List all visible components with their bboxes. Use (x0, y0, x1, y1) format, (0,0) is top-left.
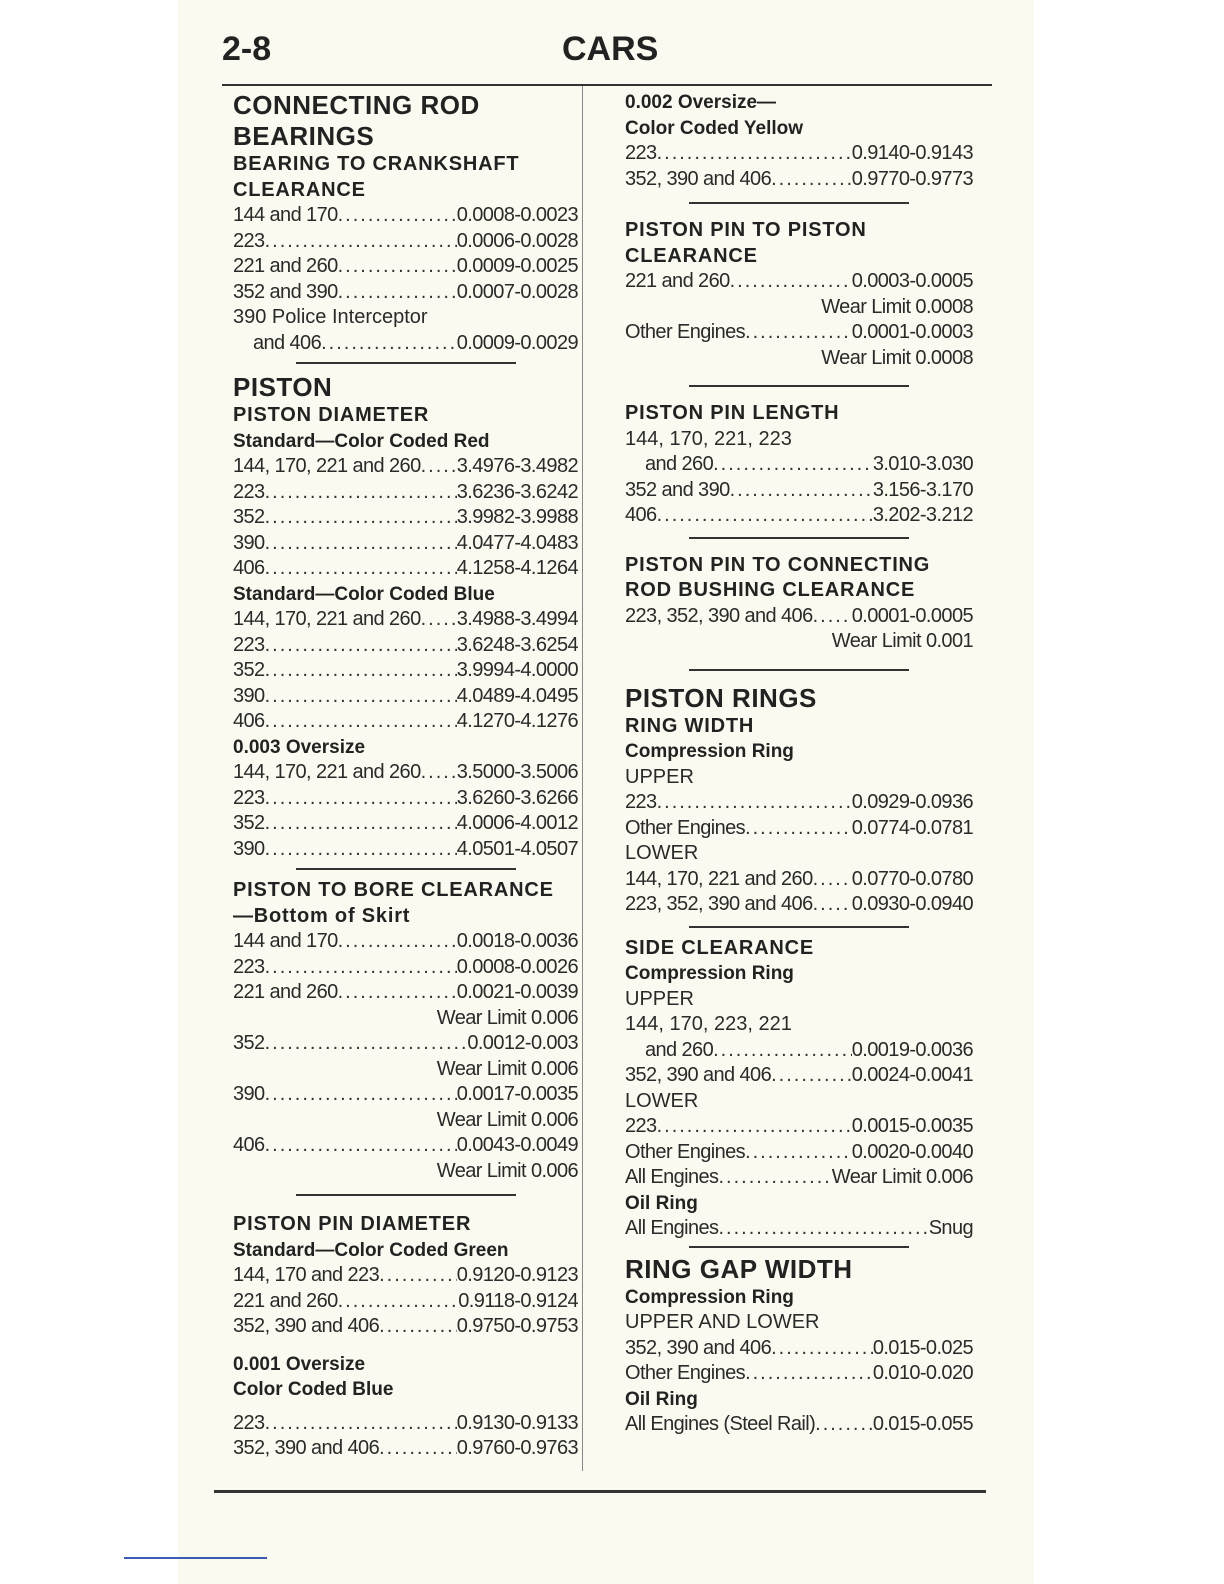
spec-value: 0.015-0.025 (872, 1336, 973, 1359)
leader-dots (265, 684, 457, 710)
spec-label: 221 and 260 (233, 255, 338, 277)
leader-dots (265, 709, 457, 735)
spec-label: LOWER (625, 842, 699, 864)
spec-row (233, 1436, 578, 1462)
spec-label: and 260 (645, 1038, 714, 1061)
footer-rule (214, 1490, 986, 1493)
spec-value: 4.0501-4.0507 (456, 837, 578, 860)
spec-row (233, 658, 578, 684)
spec-value: 4.0006-4.0012 (456, 812, 578, 834)
spec-value: 0.0007-0.0028 (456, 280, 578, 303)
spec-list (233, 607, 578, 735)
spec-label: 352 (233, 659, 265, 681)
group-title: Standard—Color Coded Red (233, 430, 490, 452)
spec-label: Other Engines (625, 1140, 746, 1163)
spec-row (233, 531, 578, 557)
spec-label: 352 and 390 (233, 280, 338, 303)
spec-row (625, 816, 973, 842)
spec-row (233, 929, 578, 955)
group-title: Compression Ring (625, 741, 794, 762)
leader-dots (338, 280, 457, 306)
leader-dots (771, 1063, 852, 1089)
spec-row: All Engines ..... Snug (625, 1216, 973, 1242)
spec-value: 0.0024-0.0041 (851, 1064, 973, 1086)
spec-label: 144, 170, 221 and 260 (625, 867, 813, 890)
spec-label: 223 (233, 229, 265, 252)
section-separator (689, 202, 909, 204)
section-title: BEARINGS (233, 121, 375, 151)
spec-row: 352 ..... 0.0012-0.003 (233, 1031, 578, 1057)
leader-dots (338, 203, 457, 229)
spec-value: 3.6236-3.6242 (456, 480, 578, 503)
leader-dots (265, 658, 457, 684)
spec-label: 223 (233, 786, 265, 809)
spec-label: 144 and 170 (233, 930, 338, 952)
spec-list (233, 760, 578, 862)
spec-label: 223 (625, 791, 657, 813)
spec-label: LOWER (625, 1089, 699, 1112)
spec-value: 0.9130-0.9133 (456, 1411, 578, 1434)
group-title: Color Coded Yellow (625, 117, 804, 139)
spec-list (233, 1263, 578, 1340)
column-divider (582, 86, 583, 1471)
spec-label: 352 and 390 (625, 478, 730, 501)
subsection-title: PISTON PIN TO PISTON (625, 219, 867, 241)
spec-label: 144 and 170 (233, 204, 338, 226)
spec-list (233, 203, 578, 305)
spec-value: 0.0020-0.0040 (851, 1140, 973, 1163)
section-separator (296, 868, 516, 870)
spec-value: 3.6260-3.6266 (456, 786, 578, 809)
spec-list (625, 1114, 973, 1165)
spec-label: 144, 170, 221 and 260 (233, 608, 421, 630)
spec-list (625, 141, 973, 192)
leader-dots (265, 955, 457, 981)
spec-value: 3.6248-3.6254 (456, 633, 578, 656)
leader-dots (338, 980, 457, 1006)
page-title: CARS (562, 30, 659, 68)
spec-label: UPPER (625, 765, 694, 788)
leader-dots (771, 167, 852, 193)
spec-row (233, 786, 578, 812)
spec-row (233, 254, 578, 280)
spec-list (233, 1411, 578, 1462)
spec-value: 0.0770-0.0780 (851, 867, 973, 890)
spec-label: 352, 390 and 406 (625, 1336, 772, 1359)
spec-row (233, 955, 578, 981)
spec-row (233, 229, 578, 255)
leader-dots (379, 1263, 457, 1289)
section-separator (689, 926, 909, 928)
spec-row (625, 1063, 973, 1089)
spec-row (625, 141, 973, 167)
section-title: PISTON RINGS (625, 682, 817, 713)
leader-dots (713, 452, 873, 478)
scan-artifact-line (124, 1557, 267, 1559)
leader-dots (265, 556, 457, 582)
section-title: RING GAP WIDTH (625, 1253, 853, 1284)
wear-limit: Wear Limit 0.0008 (821, 346, 973, 369)
spec-label: Other Engines (625, 1362, 746, 1384)
group-title: Standard—Color Coded Blue (233, 583, 495, 605)
subsection-title: ROD BUSHING CLEARANCE (625, 579, 916, 601)
spec-value: 3.010-3.030 (872, 453, 973, 475)
leader-dots (265, 229, 457, 255)
spec-row (233, 1411, 578, 1437)
leader-dots (745, 1361, 873, 1387)
leader-dots (771, 1336, 873, 1362)
spec-value: 3.202-3.212 (872, 504, 973, 526)
spec-label: 223 (233, 1411, 265, 1434)
spec-value: 4.0489-4.0495 (456, 684, 578, 707)
spec-row: 406 ..... 0.0043-0.0049 (233, 1133, 578, 1159)
leader-dots (338, 254, 457, 280)
spec-row (625, 1361, 973, 1387)
spec-label: 390 (233, 684, 265, 707)
right-column (625, 90, 973, 1438)
spec-row (233, 1263, 578, 1289)
wear-limit: Wear Limit 0.006 (436, 1159, 578, 1182)
spec-list (233, 454, 578, 582)
spec-list (625, 452, 973, 529)
wear-limit: Wear Limit 0.001 (831, 630, 973, 652)
leader-dots (265, 505, 457, 531)
spec-value: 0.0774-0.0781 (851, 816, 973, 839)
leader-dots (338, 929, 457, 955)
spec-label: 390 (233, 531, 265, 554)
spec-row: All Engines ..... Wear Limit 0.006 (625, 1165, 973, 1191)
spec-list (625, 790, 973, 841)
spec-value: 0.0006-0.0028 (456, 229, 578, 252)
section-separator (689, 537, 909, 539)
spec-label: 223 (625, 142, 657, 164)
subsection-title: RING WIDTH (625, 714, 755, 737)
spec-list (233, 929, 578, 1006)
spec-value: 0.010-0.020 (872, 1362, 973, 1384)
spec-list (625, 867, 973, 918)
group-title: 0.002 Oversize— (625, 92, 777, 113)
spec-value: 0.9120-0.9123 (456, 1264, 578, 1286)
group-title: Compression Ring (625, 1286, 794, 1308)
spec-row (233, 203, 578, 229)
spec-row: 221 and 260 ..... 0.0003-0.0005 (625, 269, 973, 295)
spec-row (625, 892, 973, 918)
leader-dots (421, 454, 457, 480)
header-rule (222, 84, 992, 86)
spec-label: 221 and 260 (233, 981, 338, 1003)
group-title: Compression Ring (625, 963, 794, 984)
section-separator (296, 362, 516, 364)
wear-limit: Wear Limit 0.006 (436, 1108, 578, 1131)
spec-label: 352, 390 and 406 (625, 167, 772, 190)
spec-label: 352 (233, 506, 265, 528)
spec-row (625, 1336, 973, 1362)
spec-value: 0.0018-0.0036 (456, 930, 578, 952)
group-title: Standard—Color Coded Green (233, 1239, 509, 1261)
spec-label: 390 (233, 837, 265, 860)
spec-value: 3.156-3.170 (872, 478, 973, 501)
spec-label: 223, 352, 390 and 406 (625, 893, 813, 915)
spec-value: 0.0019-0.0036 (851, 1038, 973, 1061)
spec-value: 0.9118-0.9124 (458, 1289, 578, 1312)
spec-row (625, 1038, 973, 1064)
spec-label: 144, 170 and 223 (233, 1264, 380, 1286)
spec-label: UPPER (625, 987, 694, 1010)
wear-limit: Wear Limit 0.006 (436, 1006, 578, 1029)
spec-row: 390 ..... 0.0017-0.0035 (233, 1082, 578, 1108)
spec-row (625, 503, 973, 529)
spec-value: 4.1270-4.1276 (456, 710, 578, 732)
subsection-title: PISTON PIN LENGTH (625, 402, 840, 424)
spec-label: 406 (625, 504, 657, 526)
section-title: CONNECTING ROD (233, 90, 480, 120)
leader-dots (421, 760, 457, 786)
spec-value: 0.0930-0.0940 (851, 893, 973, 915)
spec-row (233, 837, 578, 863)
spec-label: 144, 170, 223, 221 (625, 1013, 792, 1035)
spec-value: 3.5000-3.5006 (456, 761, 578, 783)
spec-list (625, 1038, 973, 1089)
spec-row (233, 980, 578, 1006)
spec-row (233, 280, 578, 306)
subsection-title: PISTON DIAMETER (233, 404, 430, 426)
spec-label: 144, 170, 221 and 260 (233, 455, 421, 477)
leader-dots (421, 607, 457, 633)
subsection-title: —Bottom of Skirt (233, 904, 411, 927)
spec-label: 223 (233, 633, 265, 656)
spec-value: 0.9770-0.9773 (851, 167, 973, 190)
spec-value: 0.9140-0.9143 (851, 142, 973, 164)
spec-label: 144, 170, 221, 223 (625, 427, 792, 450)
spec-value: 0.9750-0.9753 (456, 1315, 578, 1337)
subsection-title: PISTON PIN DIAMETER (233, 1213, 472, 1235)
spec-label: 352, 390 and 406 (625, 1064, 772, 1086)
leader-dots (379, 1436, 457, 1462)
leader-dots (265, 837, 457, 863)
section-separator (689, 669, 909, 671)
spec-value: 3.9994-4.0000 (456, 659, 578, 681)
spec-label: 406 (233, 710, 265, 732)
spec-value: 0.0008-0.0023 (456, 204, 578, 226)
spec-row (625, 452, 973, 478)
spec-value: 3.4976-3.4982 (456, 455, 578, 477)
left-column (233, 90, 578, 1462)
spec-value: 4.1258-4.1264 (456, 557, 578, 579)
leader-dots (265, 786, 457, 812)
subsection-title: PISTON PIN TO CONNECTING (625, 553, 931, 576)
spec-label: Other Engines (625, 816, 746, 839)
subsection-title: CLEARANCE (233, 178, 366, 201)
spec-value: 0.0929-0.0936 (851, 791, 973, 813)
spec-value: 3.4988-3.4994 (456, 608, 578, 630)
leader-dots (813, 892, 852, 918)
spec-row (233, 454, 578, 480)
group-title: 0.003 Oversize (233, 736, 366, 758)
subsection-title: SIDE CLEARANCE (625, 936, 814, 959)
spec-label: 352, 390 and 406 (233, 1437, 380, 1459)
section-separator (689, 1246, 909, 1248)
group-title: Oil Ring (625, 1192, 698, 1214)
spec-row (233, 505, 578, 531)
spec-label: 352, 390 and 406 (233, 1315, 380, 1337)
leader-dots (813, 867, 852, 893)
subsection-title: PISTON TO BORE CLEARANCE (233, 879, 554, 901)
spec-label: and 260 (645, 453, 714, 475)
leader-dots (265, 633, 457, 659)
spec-row: Other Engines ..... 0.0001-0.0003 (625, 320, 973, 346)
leader-dots (745, 1140, 852, 1166)
spec-row: and 406 ..... 0.0009-0.0029 (233, 331, 578, 357)
leader-dots (657, 1114, 852, 1140)
leader-dots (713, 1038, 852, 1064)
leader-dots (338, 1289, 459, 1315)
spec-row (625, 867, 973, 893)
spec-row (625, 478, 973, 504)
spec-list (625, 1336, 973, 1387)
spec-label: 144, 170, 221 and 260 (233, 761, 421, 783)
spec-value: 4.0477-4.0483 (456, 531, 578, 554)
spec-row (233, 1314, 578, 1340)
leader-dots (730, 478, 873, 504)
section-separator (689, 385, 909, 387)
spec-row (233, 556, 578, 582)
spec-label: 352 (233, 812, 265, 834)
spec-row (233, 633, 578, 659)
wear-limit: Wear Limit 0.006 (436, 1057, 578, 1080)
spec-row (233, 709, 578, 735)
leader-dots (657, 141, 852, 167)
leader-dots (745, 816, 852, 842)
leader-dots (265, 1411, 457, 1437)
group-title: Color Coded Blue (233, 1379, 394, 1400)
spec-label: UPPER AND LOWER (625, 1311, 820, 1333)
leader-dots (657, 790, 852, 816)
spec-value: 0.0009-0.0025 (456, 255, 578, 277)
spec-row (625, 790, 973, 816)
spec-row (625, 167, 973, 193)
spec-row: All Engines (Steel Rail) ..... 0.015-0.055 (625, 1412, 973, 1438)
leader-dots (657, 503, 873, 529)
spec-row (233, 1289, 578, 1315)
leader-dots (265, 480, 457, 506)
spec-label: 406 (233, 557, 265, 579)
spec-label: 223 (233, 955, 265, 978)
spec-label: 223 (625, 1115, 657, 1137)
spec-row (233, 607, 578, 633)
spec-value: 0.0021-0.0039 (456, 981, 578, 1003)
spec-row: 223, 352, 390 and 406 ..... 0.0001-0.0005 (625, 604, 973, 630)
spec-row (625, 1140, 973, 1166)
leader-dots (265, 531, 457, 557)
spec-label: 221 and 260 (233, 1289, 338, 1312)
group-title: 0.001 Oversize (233, 1353, 366, 1375)
spec-value: 0.0015-0.0035 (851, 1115, 973, 1137)
spec-row (233, 760, 578, 786)
leader-dots (265, 811, 457, 837)
spec-row (233, 480, 578, 506)
page-number: 2-8 (222, 30, 272, 68)
spec-label: 390 Police Interceptor (233, 306, 428, 328)
spec-value: 0.0008-0.0026 (456, 955, 578, 978)
subsection-title: BEARING TO CRANKSHAFT (233, 153, 520, 175)
section-title: PISTON (233, 372, 333, 402)
spec-value: 0.9760-0.9763 (456, 1437, 578, 1459)
leader-dots (379, 1314, 457, 1340)
spec-row (233, 684, 578, 710)
spec-value: 3.9982-3.9988 (456, 506, 578, 528)
wear-limit: Wear Limit 0.0008 (821, 295, 973, 318)
section-separator (296, 1194, 516, 1196)
spec-row (233, 811, 578, 837)
spec-label: 223 (233, 480, 265, 503)
group-title: Oil Ring (625, 1388, 698, 1410)
spec-row (625, 1114, 973, 1140)
subsection-title: CLEARANCE (625, 244, 758, 267)
